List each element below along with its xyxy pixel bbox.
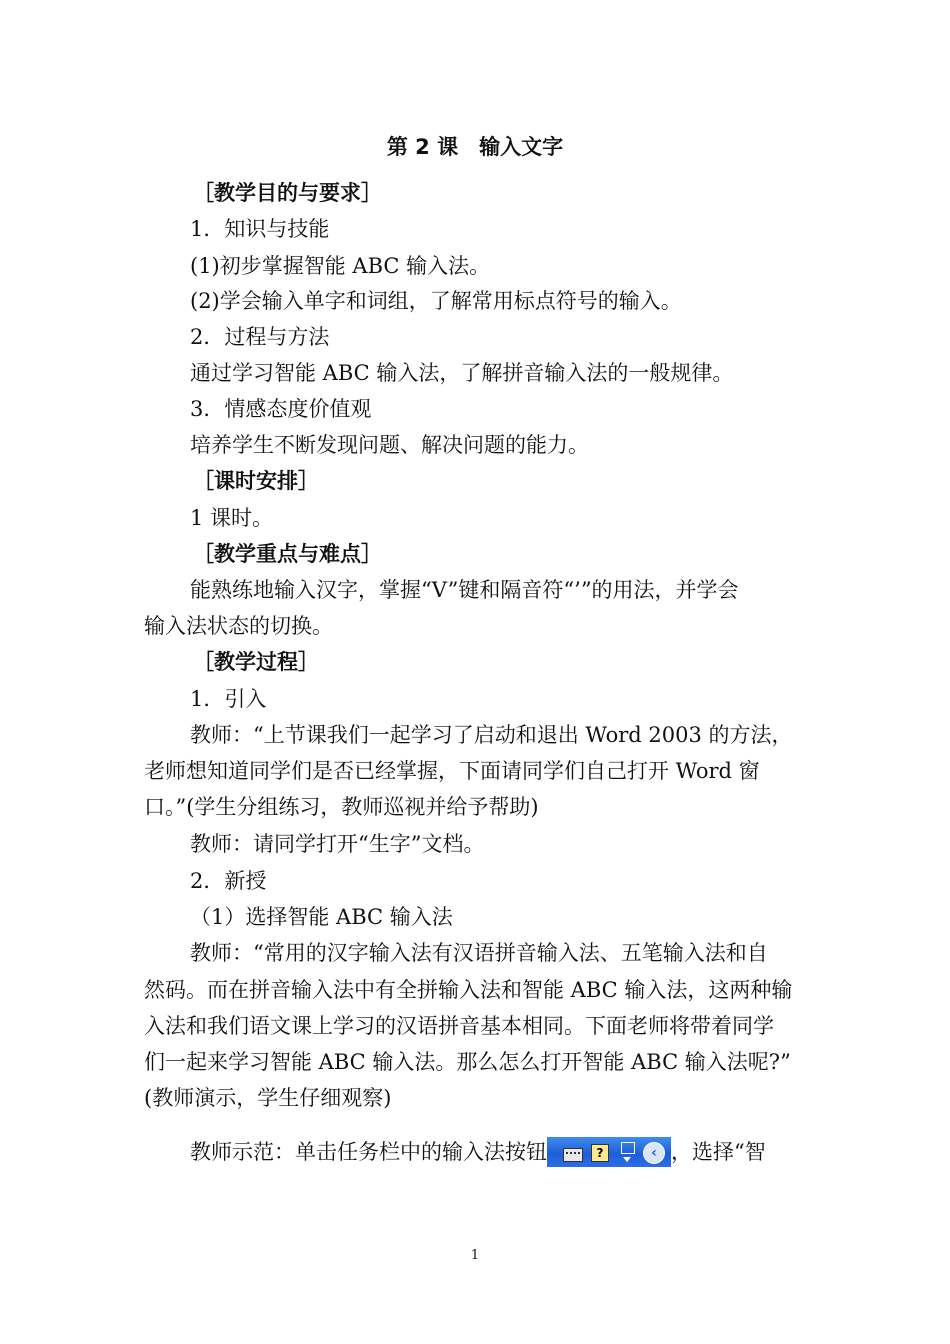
paragraph-line: 通过学习智能 ABC 输入法，了解拼音输入法的一般规律。 [190, 361, 734, 385]
paragraph-line: 教师：“常用的汉字输入法有汉语拼音输入法、五笔输入法和自 [190, 941, 768, 965]
paragraph-line: 老师想知道同学们是否已经掌握，下面请同学们自己打开 Word 窗 [144, 759, 760, 783]
lesson-title: 第 2 课 输入文字 [386, 135, 564, 159]
paragraph-line: 1 课时。 [190, 506, 274, 530]
paragraph-line: 1．知识与技能 [190, 217, 330, 241]
paragraph-line: (教师演示，学生仔细观察) [144, 1086, 392, 1110]
paragraph-line: 2．新授 [190, 869, 267, 893]
section-heading: ［教学过程］ [193, 650, 319, 674]
section-heading: ［课时安排］ [193, 469, 319, 493]
paragraph-line: (2)学会输入单字和词组，了解常用标点符号的输入。 [190, 289, 682, 313]
paragraph-line: （1）选择智能 ABC 输入法 [190, 905, 453, 929]
paragraph-line: 入法和我们语文课上学习的汉语拼音基本相同。下面老师将带着同学 [144, 1014, 774, 1038]
help-icon: ? [591, 1144, 609, 1162]
chevron-left-icon: ‹ [643, 1142, 665, 1164]
paragraph-line: 能熟练地输入汉字，掌握“V”键和隔音符“’”的用法，并学会 [190, 578, 739, 602]
paragraph-line: 教师：请同学打开“生字”文档。 [190, 832, 485, 856]
paragraph-line: 输入法状态的切换。 [144, 614, 333, 638]
paragraph-line: 然码。而在拼音输入法中有全拼输入法和智能 ABC 输入法，这两种输 [144, 978, 793, 1002]
paragraph-line: (1)初步掌握智能 ABC 输入法。 [190, 254, 491, 278]
taskbar-ime-image [547, 1137, 671, 1167]
line-text-before: 教师示范：单击任务栏中的输入法按钮 [190, 1140, 547, 1164]
paragraph-line: 教师：“上节课我们一起学习了启动和退出 Word 2003 的方法， [190, 723, 793, 747]
dropdown-arrow-icon [623, 1157, 631, 1162]
paragraph-line: 培养学生不断发现问题、解决问题的能力。 [190, 433, 589, 457]
page-number: 1 [470, 1248, 480, 1263]
paragraph-line: 2．过程与方法 [190, 325, 330, 349]
keyboard-icon [563, 1148, 583, 1162]
paragraph-line: 1．引入 [190, 687, 267, 711]
paragraph-line-taskbar [190, 1137, 766, 1167]
section-heading: ［教学目的与要求］ [193, 181, 382, 205]
paragraph-line: 3．情感态度价值观 [190, 397, 372, 421]
line-text-after: ，选择“智 [671, 1140, 766, 1164]
paragraph-line: 口。”(学生分组练习，教师巡视并给予帮助) [144, 795, 539, 819]
restore-window-icon [621, 1142, 635, 1154]
section-heading: ［教学重点与难点］ [193, 542, 382, 566]
paragraph-line: 们一起来学习智能 ABC 输入法。那么怎么打开智能 ABC 输入法呢?” [144, 1050, 791, 1074]
